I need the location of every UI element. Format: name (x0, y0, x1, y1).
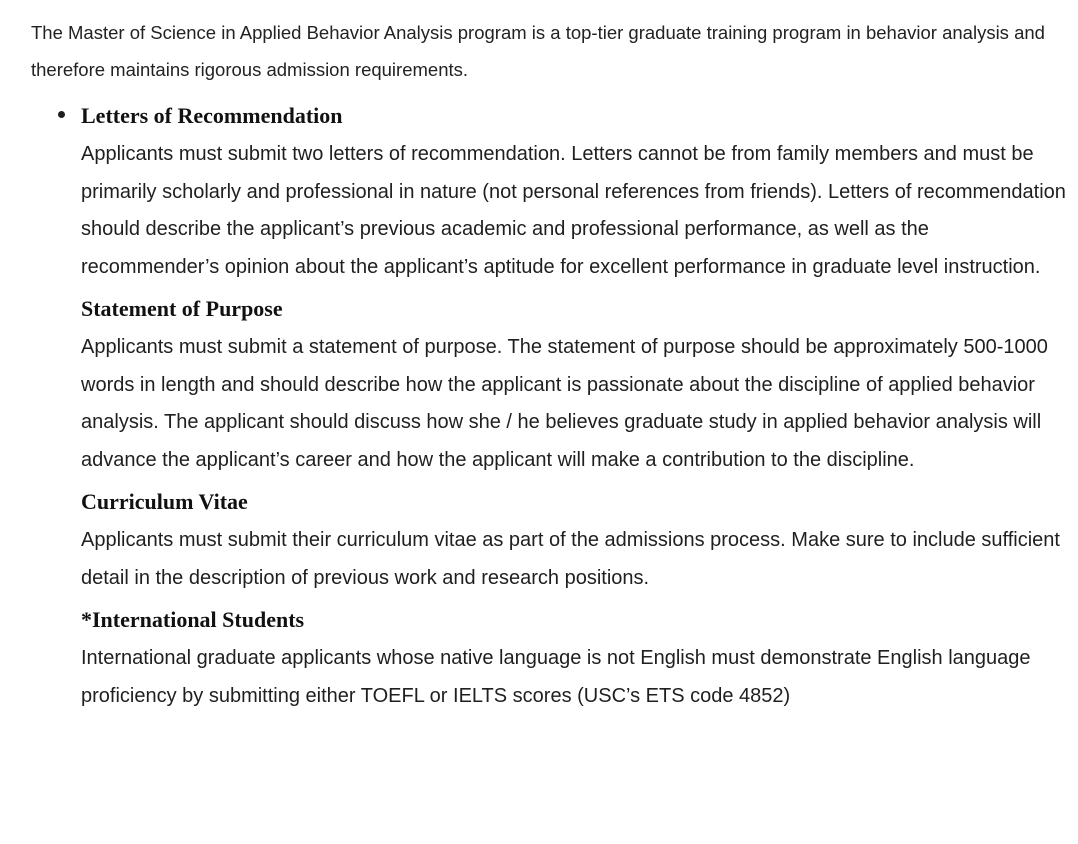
statement-heading: Statement of Purpose (81, 296, 283, 321)
intro-paragraph: The Master of Science in Applied Behavior Analysis program is a top-tier graduate training program in behavior analysis and therefore maintains rigorous admission requirements. (31, 22, 1045, 80)
list-item (31, 102, 1071, 715)
international-section (81, 606, 1071, 715)
requirements-list (31, 102, 1071, 715)
letters-body: Applicants must submit two letters of recommendation. Letters cannot be from family members and must be primarily scholarly and professional in nature (not personal references from friends). Letters of recommendation should describe the applicant’s previous academic and professional performance, as well as the recommender’s opinion about the applicant’s aptitude for excellent performance in graduate level instruction. (81, 143, 1066, 278)
bullet-icon (58, 111, 65, 118)
letters-heading: Letters of Recommendation (81, 103, 343, 128)
statement-section (81, 295, 1071, 479)
cv-heading: Curriculum Vitae (81, 489, 248, 514)
page-content (31, 14, 1071, 715)
letters-section (81, 102, 1071, 286)
international-body: International graduate applicants whose native language is not English must demonstrate English language proficiency by submitting either TOEFL or IELTS scores (USC’s ETS code 4852) (81, 647, 1031, 707)
cv-section (81, 488, 1071, 597)
statement-body: Applicants must submit a statement of purpose. The statement of purpose should be approximately 500-1000 words in length and should describe how the applicant is passionate about the discipline of applied behavior analysis. The applicant should discuss how she / he believes graduate study in applied behavior analysis will advance the applicant’s career and how the applicant will make a contribution to the discipline. (81, 336, 1048, 471)
international-heading: *International Students (81, 607, 305, 632)
cv-body: Applicants must submit their curriculum vitae as part of the admissions process. Make sure to include sufficient detail in the description of previous work and research positions. (81, 529, 1060, 589)
